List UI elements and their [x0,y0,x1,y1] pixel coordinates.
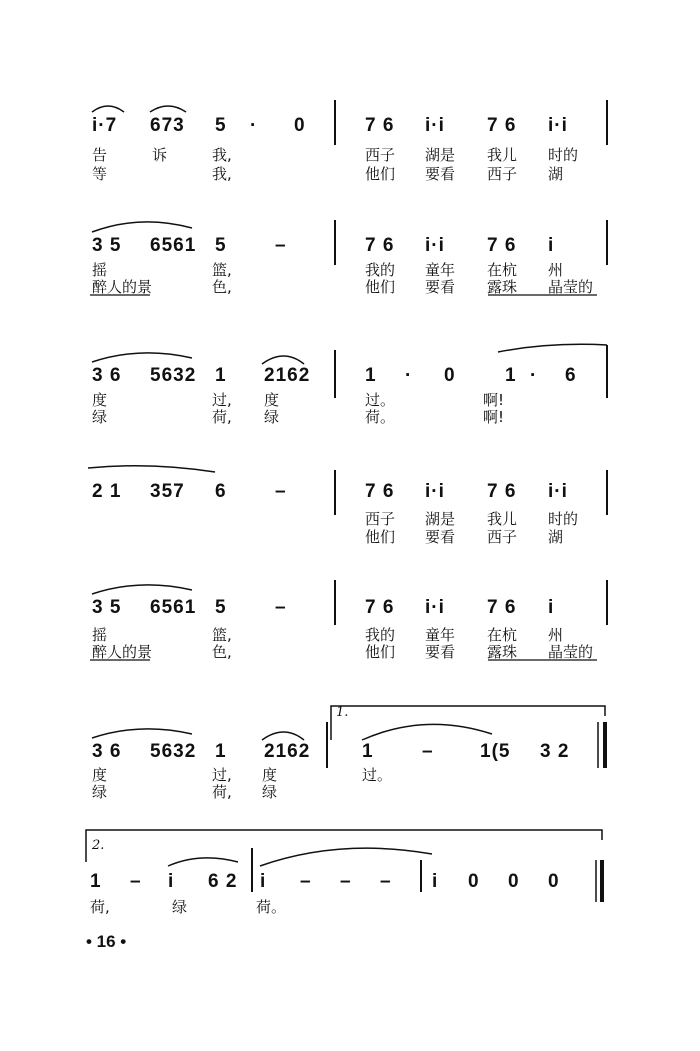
note: i·i [425,481,445,502]
note: 0 [468,871,480,892]
note: 2 1 [92,481,122,502]
note: 1 [365,365,377,386]
lyric: 过, [212,391,232,409]
lyric: 童年 [425,261,456,279]
note: – [130,871,142,892]
note: 7 6 [487,597,517,618]
note: 7 6 [487,235,517,256]
lyric: 摇 [92,626,108,644]
lyric: 他们 [365,528,396,546]
lyric: 荷, [90,898,110,916]
note: i·i [425,597,445,618]
lyric: 摇 [92,261,108,279]
note: 6561 [150,235,197,256]
lyric: 色, [212,278,232,296]
note: i·i [548,481,568,502]
lyric: 等 [92,165,108,183]
note: 5632 [150,365,197,386]
lyric: 要看 [425,165,456,183]
lyric: 啊! [483,408,505,426]
note: 6 [565,365,577,386]
note: 1 [505,365,517,386]
lyric: 度 [92,766,108,784]
note: 5632 [150,741,197,762]
note: 0 [548,871,560,892]
volta-label: 2. [92,838,105,853]
lyric: 湖是 [425,146,456,164]
note: – [275,481,287,502]
note: i [548,597,555,618]
lyric: 要看 [425,528,456,546]
lyric: 绿 [262,783,278,801]
note: 1 [215,365,227,386]
note: i·i [425,115,445,136]
note: 7 6 [365,235,395,256]
note: – [422,741,434,762]
lyric: 绿 [92,408,108,426]
lyric: 湖 [548,165,564,183]
note: – [275,597,287,618]
lyric: 湖 [548,528,564,546]
note: i·i [425,235,445,256]
note: – [380,871,392,892]
note: i·i [548,115,568,136]
lyric: 过。 [362,766,393,784]
note: 2162 [264,365,311,386]
lyric: 度 [264,391,280,409]
note: 7 6 [365,597,395,618]
lyric: 晶莹的 [548,643,594,661]
lyric: 我儿 [487,146,518,164]
lyric: 西子 [365,510,396,528]
lyric: 要看 [425,278,456,296]
lyric: 度 [92,391,108,409]
note: – [340,871,352,892]
lyric: 州 [548,261,564,279]
lyric: 晶莹的 [548,278,594,296]
lyric: 在杭 [487,626,518,644]
note: i [432,871,439,892]
page-number: • 16 • [86,932,127,951]
lyric: 荷。 [365,408,396,426]
lyric: 诉 [152,146,168,164]
note: 357 [150,481,185,502]
lyric: 他们 [365,165,396,183]
lyric: 在杭 [487,261,518,279]
lyric: 童年 [425,626,456,644]
note: i [168,871,175,892]
note: 7 6 [365,115,395,136]
note: 3 6 [92,741,122,762]
lyric: 绿 [264,408,280,426]
note: 6 2 [208,871,238,892]
volta-label: 1. [336,705,349,720]
lyric: 时的 [548,146,579,164]
lyric: 度 [262,766,278,784]
note: i [548,235,555,256]
note: 1(5 [480,741,511,762]
lyric: 我的 [365,261,396,279]
lyric: 绿 [172,898,188,916]
lyric: 荷, [212,408,232,426]
note: 0 [508,871,520,892]
note: · [250,115,258,136]
lyric: 州 [548,626,564,644]
note: 3 5 [92,597,122,618]
note: · [530,365,538,386]
lyric: 啊! [483,391,505,409]
lyric: 荷, [212,783,232,801]
note: 5 [215,115,227,136]
note: – [300,871,312,892]
lyric: 露珠 [487,278,518,296]
lyric: 篮, [212,626,232,644]
note: 2162 [264,741,311,762]
note: 673 [150,115,185,136]
note: 3 6 [92,365,122,386]
note: 6561 [150,597,197,618]
lyric: 篮, [212,261,232,279]
lyric: 时的 [548,510,579,528]
lyric: 我儿 [487,510,518,528]
lyric: 西子 [487,165,518,183]
note: i·7 [92,115,118,136]
note: 3 5 [92,235,122,256]
lyric: 要看 [425,643,456,661]
note: 6 [215,481,227,502]
note: i [260,871,267,892]
note: 1 [362,741,374,762]
lyric: 露珠 [487,643,518,661]
lyric: 我, [212,165,232,183]
lyric: 他们 [365,278,396,296]
note: – [275,235,287,256]
lyric: 醉人的景 [92,643,153,661]
note: 0 [294,115,306,136]
lyric: 湖是 [425,510,456,528]
lyric: 过。 [365,391,396,409]
note: 3 2 [540,741,570,762]
lyric: 西子 [365,146,396,164]
note: 5 [215,597,227,618]
lyric: 绿 [92,783,108,801]
note: 7 6 [487,115,517,136]
lyric: 告 [92,146,108,164]
note: 1 [215,741,227,762]
lyric: 色, [212,643,232,661]
lyric: 他们 [365,643,396,661]
lyric: 我的 [365,626,396,644]
note: 0 [444,365,456,386]
note: 5 [215,235,227,256]
lyric: 荷。 [256,898,287,916]
lyric: 过, [212,766,232,784]
lyric: 醉人的景 [92,278,153,296]
note: · [405,365,413,386]
lyric: 我, [212,146,232,164]
note: 7 6 [487,481,517,502]
lyric: 西子 [487,528,518,546]
note: 7 6 [365,481,395,502]
note: 1 [90,871,102,892]
